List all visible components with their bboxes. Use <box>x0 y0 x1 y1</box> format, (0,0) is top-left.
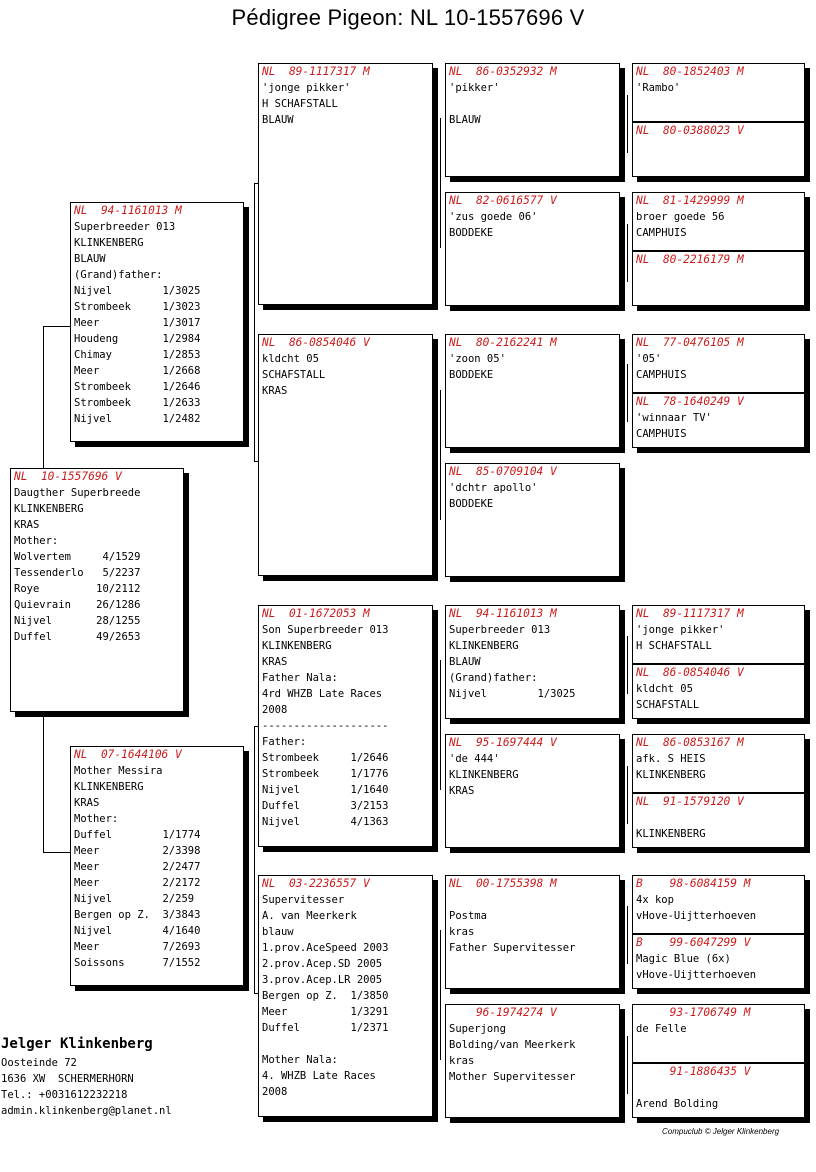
card-line: Arend Bolding <box>636 1098 719 1110</box>
card-line: Superbreeder 013 <box>74 221 176 233</box>
card-line: Father Nala: <box>262 672 338 684</box>
card-line: 'zoon 05' <box>449 353 506 365</box>
card-line: Quievrain 26/1286 <box>14 599 141 611</box>
connector-line <box>627 906 628 964</box>
card-line: Bergen op Z. 1/3850 <box>262 990 389 1002</box>
card-line: Houdeng 1/2984 <box>74 333 201 345</box>
ring-number: NL 85-0709104 V <box>449 465 557 478</box>
card-lines <box>449 209 616 241</box>
pedigree-card-pair-1 <box>632 63 805 177</box>
card-line: Mother Nala: <box>262 1054 338 1066</box>
card-lines <box>449 1021 616 1085</box>
card-line: Bergen op Z. 3/3843 <box>74 909 201 921</box>
connector-line <box>627 364 628 422</box>
card-line: Strombeek 1/2633 <box>74 397 201 409</box>
pedigree-card-pair-6 <box>632 734 805 848</box>
card-line: 4rd WHZB Late Races <box>262 688 383 700</box>
card-line: 'winnaar TV' <box>636 412 712 424</box>
card-lines <box>262 892 429 1100</box>
ring-number: NL 94-1161013 M <box>74 204 182 217</box>
card-line: 'jonge pikker' <box>262 82 351 94</box>
pedigree-card-fmf <box>445 334 620 448</box>
card-line: 2008 <box>262 1086 288 1098</box>
connector-line <box>43 712 44 852</box>
card-line: KLINKENBERG <box>449 769 519 781</box>
card-line: KRAS <box>262 656 288 668</box>
card-lines <box>636 1080 803 1112</box>
card-line: CAMPHUIS <box>636 369 687 381</box>
card-lines <box>74 219 240 427</box>
pedigree-card-mff <box>445 605 620 719</box>
card-line: Meer 1/3291 <box>262 1006 389 1018</box>
ring-number: 93-1706749 M <box>636 1006 751 1019</box>
card-lines <box>636 751 804 783</box>
card-line: 4. WHZB Late Races <box>262 1070 376 1082</box>
card-line: Duffel 1/1774 <box>74 829 201 841</box>
card-line: 2008 <box>262 704 288 716</box>
owner-email-link[interactable]: admin.klinkenberg@planet.nl <box>1 1105 172 1117</box>
card-lines <box>636 80 804 96</box>
card-lines <box>636 810 803 842</box>
pedigree-card-mmf <box>445 875 620 989</box>
card-line: Bolding/van Meerkerk <box>449 1039 576 1051</box>
ring-number: NL 00-1755398 M <box>449 877 557 890</box>
card-line: Daugther Superbreede <box>14 487 141 499</box>
card-line: KRAS <box>262 385 288 397</box>
card-lines <box>636 892 804 924</box>
card-lines <box>262 351 429 399</box>
connector-line <box>627 95 628 153</box>
ring-number: NL 07-1644106 V <box>74 748 182 761</box>
card-line: 1.prov.AceSpeed 2003 <box>262 942 389 954</box>
ring-number: NL 86-0352932 M <box>449 65 557 78</box>
pedigree-card-mm <box>258 875 433 1117</box>
card-line: Soissons 7/1552 <box>74 957 201 969</box>
card-lines <box>449 751 616 799</box>
ring-number: B 99-6047299 V <box>636 936 751 949</box>
card-lines <box>636 681 803 713</box>
ring-number: NL 10-1557696 V <box>14 470 122 483</box>
card-line: Nijvel 1/1640 <box>262 784 389 796</box>
card-line: CAMPHUIS <box>636 227 687 239</box>
card-line: Strombeek 1/1776 <box>262 768 389 780</box>
pedigree-card-g10 <box>633 663 805 719</box>
card-line: Meer 7/2693 <box>74 941 201 953</box>
ring-number: NL 94-1161013 M <box>449 607 557 620</box>
card-line: KRAS <box>74 797 100 809</box>
card-line: (Grand)father: <box>449 672 538 684</box>
card-line: Duffel 1/2371 <box>262 1022 389 1034</box>
card-line: KLINKENBERG <box>449 640 519 652</box>
card-lines <box>449 480 616 512</box>
card-line: BODDEKE <box>449 369 494 381</box>
pedigree-card-g4 <box>633 250 805 306</box>
pedigree-card-g6 <box>633 392 805 448</box>
card-line: kldcht 05 <box>262 353 319 365</box>
card-line: Father Supervitesser <box>449 942 576 954</box>
card-line: 'de 444' <box>449 753 500 765</box>
card-line: KRAS <box>449 785 475 797</box>
connector-line <box>43 852 70 853</box>
pedigree-card-pair-8 <box>632 1004 805 1118</box>
ring-number: NL 89-1117317 M <box>636 607 744 620</box>
card-line: KLINKENBERG <box>74 781 144 793</box>
pedigree-card-father <box>70 202 244 442</box>
connector-line <box>254 183 255 461</box>
card-line: BLAUW <box>262 114 294 126</box>
card-line: Son Superbreeder 013 <box>262 624 389 636</box>
pedigree-card-g16 <box>633 1062 805 1118</box>
card-lines <box>449 622 616 702</box>
pedigree-card-fm <box>258 334 433 576</box>
ring-number: NL 86-0854046 V <box>262 336 370 349</box>
card-line: 'jonge pikker' <box>636 624 725 636</box>
owner-street: Oosteinde 72 <box>1 1057 77 1069</box>
card-lines <box>636 351 804 383</box>
card-line: Nijvel 1/3025 <box>449 688 576 700</box>
card-line: 'pikker' <box>449 82 500 94</box>
card-line: BODDEKE <box>449 498 494 510</box>
card-line: A. van Meerkerk <box>262 910 357 922</box>
ring-number: NL 80-2216179 M <box>636 253 744 266</box>
card-lines <box>636 1021 804 1037</box>
card-line: Magic Blue (6x) <box>636 953 731 965</box>
card-line: BLAUW <box>449 114 481 126</box>
card-line: Meer 2/2172 <box>74 877 201 889</box>
card-line: Wolvertem 4/1529 <box>14 551 141 563</box>
pedigree-card-fmm <box>445 463 620 577</box>
card-line: 'zus goede 06' <box>449 211 538 223</box>
card-line: 2.prov.Acep.SD 2005 <box>262 958 383 970</box>
card-line: BLAUW <box>74 253 106 265</box>
pedigree-card-mf <box>258 605 433 847</box>
ring-number: 96-1974274 V <box>449 1006 557 1019</box>
card-line: SCHAFSTALL <box>262 369 326 381</box>
card-line <box>449 96 616 112</box>
pedigree-card-pair-3 <box>632 334 805 448</box>
card-line: Tessenderlo 5/2237 <box>14 567 141 579</box>
pedigree-card-g12 <box>633 792 805 848</box>
card-line: kras <box>449 1055 475 1067</box>
pedigree-card-fff <box>445 63 620 177</box>
ring-number: NL 03-2236557 V <box>262 877 370 890</box>
card-line: Meer 2/2477 <box>74 861 201 873</box>
card-line: Father: <box>262 736 307 748</box>
card-lines <box>636 410 803 442</box>
card-line: Roye 10/2112 <box>14 583 141 595</box>
card-line: Mother Messira <box>74 765 163 777</box>
pedigree-card-g14 <box>633 933 805 989</box>
card-lines <box>74 763 240 971</box>
ring-number: NL 81-1429999 M <box>636 194 744 207</box>
connector-line <box>440 930 441 1060</box>
connector-line <box>627 636 628 694</box>
card-line: Duffel 3/2153 <box>262 800 389 812</box>
card-line: Nijvel 4/1363 <box>262 816 389 828</box>
card-line: H SCHAFSTALL <box>636 640 712 652</box>
card-line: KLINKENBERG <box>74 237 144 249</box>
card-line: 'dchtr apollo' <box>449 482 538 494</box>
connector-line <box>440 118 441 248</box>
card-line: KLINKENBERG <box>262 640 332 652</box>
card-line: Meer 1/3017 <box>74 317 201 329</box>
connector-line <box>627 766 628 824</box>
connector-line <box>254 726 255 993</box>
card-lines <box>636 951 803 983</box>
ring-number: NL 78-1640249 V <box>636 395 744 408</box>
ring-number: 91-1886435 V <box>636 1065 751 1078</box>
connector-line <box>440 390 441 520</box>
card-line: Superbreeder 013 <box>449 624 551 636</box>
ring-number: NL 82-0616577 V <box>449 194 557 207</box>
card-line: kldcht 05 <box>636 683 693 695</box>
card-line: Nijvel 4/1640 <box>74 925 201 937</box>
pedigree-card-ff <box>258 63 433 305</box>
card-line: Meer 2/3398 <box>74 845 201 857</box>
card-line: SCHAFSTALL <box>636 699 700 711</box>
card-line: Duffel 49/2653 <box>14 631 141 643</box>
card-line: Mother Supervitesser <box>449 1071 576 1083</box>
connector-line <box>627 224 628 282</box>
connector-line <box>627 1036 628 1094</box>
pedigree-card-pair-7 <box>632 875 805 989</box>
pedigree-card-ffm <box>445 192 620 306</box>
owner-phone: Tel.: +0031612232218 <box>1 1089 128 1101</box>
card-line: Meer 1/2668 <box>74 365 201 377</box>
card-line: Chimay 1/2853 <box>74 349 201 361</box>
owner-name: Jelger Klinkenberg <box>1 1036 153 1052</box>
ring-number: NL 01-1672053 M <box>262 607 370 620</box>
card-line: Mother: <box>14 535 59 547</box>
ring-number: NL 91-1579120 V <box>636 795 744 808</box>
connector-line <box>43 326 44 468</box>
card-line: H SCHAFSTALL <box>262 98 338 110</box>
card-line: '05' <box>636 353 662 365</box>
card-line: KLINKENBERG <box>636 828 706 840</box>
card-lines <box>449 892 616 956</box>
card-line: kras <box>449 926 475 938</box>
ring-number: B 98-6084159 M <box>636 877 751 890</box>
card-line <box>449 892 616 908</box>
pedigree-card-mother <box>70 746 244 986</box>
pedigree-card-mmm <box>445 1004 620 1118</box>
card-line: Nijvel 2/259 <box>74 893 195 905</box>
card-line: Strombeek 1/2646 <box>262 752 389 764</box>
pedigree-card-g2 <box>633 121 805 177</box>
connector-line <box>440 660 441 790</box>
card-lines <box>636 622 804 654</box>
card-line: Nijvel 1/3025 <box>74 285 201 297</box>
pedigree-card-mfm <box>445 734 620 848</box>
card-lines <box>449 351 616 383</box>
card-line: BODDEKE <box>449 227 494 239</box>
page-title: Pédigree Pigeon: NL 10-1557696 V <box>231 5 585 30</box>
ring-number: NL 80-0388023 V <box>636 124 744 137</box>
card-line: 'Rambo' <box>636 82 681 94</box>
card-line: Superjong <box>449 1023 506 1035</box>
card-line: (Grand)father: <box>74 269 163 281</box>
ring-number: NL 86-0853167 M <box>636 736 744 749</box>
copyright-credit: Compuclub © Jelger Klinkenberg <box>662 1127 780 1136</box>
pedigree-card-pair-5 <box>632 605 805 719</box>
card-line: KRAS <box>14 519 40 531</box>
owner-city: 1636 XW SCHERMERHORN <box>1 1073 134 1085</box>
card-line: 3.prov.Acep.LR 2005 <box>262 974 383 986</box>
card-line <box>262 1036 429 1052</box>
ring-number: NL 89-1117317 M <box>262 65 370 78</box>
card-line: afk. S HEIS <box>636 753 706 765</box>
card-line: Nijvel 28/1255 <box>14 615 141 627</box>
ring-number: NL 80-1852403 M <box>636 65 744 78</box>
connector-line <box>43 326 70 327</box>
card-line: Nijvel 1/2482 <box>74 413 201 425</box>
card-lines <box>636 209 804 241</box>
card-lines <box>262 622 429 830</box>
card-line: -------------------- <box>262 720 389 732</box>
card-line: BLAUW <box>449 656 481 668</box>
card-line: KLINKENBERG <box>636 769 706 781</box>
card-line: KLINKENBERG <box>14 503 84 515</box>
card-lines <box>449 80 616 128</box>
card-line: broer goede 56 <box>636 211 725 223</box>
ring-number: NL 95-1697444 V <box>449 736 557 749</box>
card-line <box>636 1080 803 1096</box>
ring-number: NL 86-0854046 V <box>636 666 744 679</box>
card-lines <box>14 485 180 645</box>
card-line: Strombeek 1/2646 <box>74 381 201 393</box>
card-line: Supervitesser <box>262 894 345 906</box>
card-line: vHove-Uijtterhoeven <box>636 910 757 922</box>
pedigree-card-pair-2 <box>632 192 805 306</box>
ring-number: NL 80-2162241 M <box>449 336 557 349</box>
card-line: Mother: <box>74 813 119 825</box>
card-line: de Felle <box>636 1023 687 1035</box>
pedigree-card-subject <box>10 468 184 712</box>
card-line: Postma <box>449 910 487 922</box>
card-line <box>636 810 803 826</box>
owner-contact <box>1 1033 172 1119</box>
card-line: Strombeek 1/3023 <box>74 301 201 313</box>
ring-number: NL 77-0476105 M <box>636 336 744 349</box>
card-line: CAMPHUIS <box>636 428 687 440</box>
card-line: 4x kop <box>636 894 674 906</box>
card-line: vHove-Uijtterhoeven <box>636 969 757 981</box>
card-line: blauw <box>262 926 294 938</box>
card-lines <box>262 80 429 128</box>
